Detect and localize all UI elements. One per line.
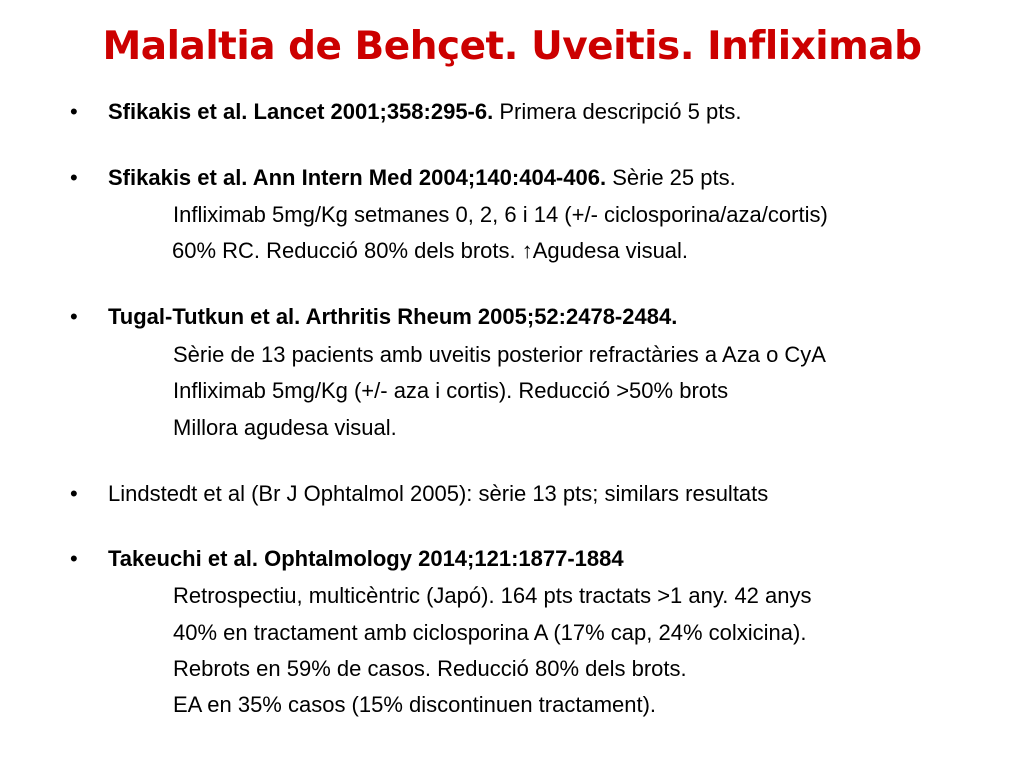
- sub-line: EA en 35% casos (15% discontinuen tractament).: [173, 692, 657, 717]
- sub-line: Sèrie de 13 pacients amb uveitis posterior refractàries a Aza o CyA: [173, 342, 826, 367]
- citation: Tugal-Tutkun et al. Arthritis Rheum 2005;52:2478-2484.: [108, 304, 678, 329]
- sub-line: Millora agudesa visual.: [173, 415, 397, 440]
- citation: Sfikakis et al. Ann Intern Med 2004;140:404-406.: [108, 165, 607, 190]
- sub-line: Retrospectiu, multicèntric (Japó). 164 pts tractats >1 any. 42 anys: [173, 583, 812, 608]
- bullet-line: [108, 99, 741, 125]
- bullet-text: Primera descripció 5 pts.: [493, 99, 742, 124]
- bullet-dot: •: [70, 304, 78, 329]
- bullet-line: [108, 304, 677, 330]
- bullet-dot: •: [70, 99, 78, 124]
- slide-title: Malaltia de Behçet. Uveitis. Infliximab: [102, 24, 922, 69]
- sub-line: 40% en tractament amb ciclosporina A (17% cap, 24% colxicina).: [173, 620, 807, 645]
- citation: Sfikakis et al. Lancet 2001;358:295-6.: [108, 99, 494, 124]
- bullet-text: Lindstedt et al (Br J Ophtalmol 2005): sèrie 13 pts; similars resultats: [108, 481, 769, 506]
- bullet-dot: •: [70, 165, 78, 190]
- bullet-line: [108, 165, 736, 191]
- bullet-text: Sèrie 25 pts.: [606, 165, 736, 190]
- sub-line: Rebrots en 59% de casos. Reducció 80% dels brots.: [173, 656, 687, 681]
- bullet-dot: •: [70, 546, 78, 571]
- bullet-line: [108, 546, 624, 572]
- sub-line: 60% RC. Reducció 80% dels brots. ↑Agudesa visual.: [172, 238, 689, 263]
- citation: Takeuchi et al. Ophtalmology 2014;121:1877-1884: [108, 546, 624, 571]
- sub-line: Infliximab 5mg/Kg (+/- aza i cortis). Reducció >50% brots: [173, 378, 729, 403]
- bullet-dot: •: [70, 481, 78, 506]
- bullet-line: [108, 481, 768, 507]
- sub-line: Infliximab 5mg/Kg setmanes 0, 2, 6 i 14 (+/- ciclosporina/aza/cortis): [173, 202, 828, 227]
